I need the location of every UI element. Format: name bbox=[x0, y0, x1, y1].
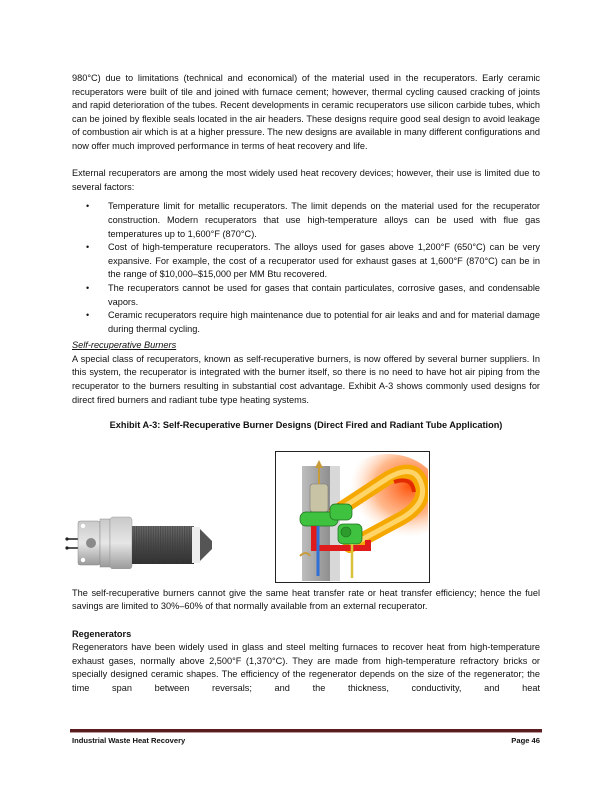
page-body bbox=[72, 72, 540, 696]
bullet-icon: • bbox=[86, 310, 90, 321]
list-item: • Ceramic recuperators require high maintenance due to potential for air leaks and and for material damage during thermal cycling. bbox=[86, 310, 540, 334]
bullet-icon: • bbox=[86, 242, 90, 253]
paragraph-regenerators: Regenerators have been widely used in glass and steel melting furnaces to recover heat from high-temperature exhaust gases, normally above 2,500°F (1,370°C). They are made from high-temperature refractory bricks or specially designed ceramic shapes. The efficiency of the regenerator depends on the size of the regenerator; the time span between reversals; and the thickness, conductivity, and heat bbox=[72, 642, 540, 693]
footer-document-title: Industrial Waste Heat Recovery bbox=[72, 736, 186, 745]
exhibit-figure bbox=[72, 435, 540, 585]
paragraph-self-recuperative: A special class of recuperators, known as self-recuperative burners, is now offered by several burner suppliers. In this system, the recuperator is integrated with the burner itself, so there is no need to have hot air piping from the recuperator to the burners resulting in substantial cost advantage. Exhibit A-3 shows commonly used designs for direct fired burners and radiant tube type heating systems. bbox=[72, 353, 540, 405]
heading-self-recuperative-burners: Self-recuperative Burners bbox=[72, 340, 177, 351]
exhibit-caption: Exhibit A-3: Self-Recuperative Burner Designs (Direct Fired and Radiant Tube Application) bbox=[109, 420, 503, 431]
paragraph-external-recuperators: External recuperators are among the most widely used heat recovery devices; however, their use is limited due to several factors: bbox=[72, 168, 540, 192]
bullet-icon: • bbox=[86, 201, 90, 212]
list-item: • The recuperators cannot be used for gases that contain particulates, corrosive gases, and condensable vapors. bbox=[86, 282, 540, 307]
paragraph-ceramic-recuperators: 980°C) due to limitations (technical and economical) of the material used in the recuperators. Early ceramic recuperators were built of tile and joined with furnace cement; however, thermal cycling caused cracking of joints and rapid deterioration of the tubes. Recent developments in ceramic recuperators use silicon carbide tubes, which can be joined by flexible seals located in the air headers. These designs require good seal design to avoid leakage of combustion air which is at a higher pressure. The new designs are available in many different configurations and now offer much improved performance in terms of heat recovery and life. bbox=[72, 73, 540, 151]
direct-fired-burner-image bbox=[64, 509, 214, 569]
paragraph-fuel-savings: The self-recuperative burners cannot give the same heat transfer rate or heat transfer efficiency; hence the fuel savings are limited to 30%–60% of that normally available from an external recuperator. bbox=[72, 587, 540, 612]
radiant-tube-illustration bbox=[276, 452, 428, 581]
list-item: • Cost of high-temperature recuperators. The alloys used for gases above 1,200°F (650°C) can be very expansive. For example, the cost of a recuperator used for exhaust gases at 1,600°F (870°C) can be in the range of $10,000–$15,000 per MM Btu recovered. bbox=[86, 242, 540, 280]
footer-page-number: Page 46 bbox=[511, 736, 540, 745]
bullet-icon: • bbox=[86, 282, 90, 293]
radiant-tube-burner-diagram bbox=[275, 451, 430, 583]
list-item: • Temperature limit for metallic recuperators. The limit depends on the material used for the recuperator construction. Modern recuperators that use high-temperature alloys can be used with flue gas temperatures up to 1,600°F (870°C). bbox=[86, 201, 540, 239]
footer-rule-shadow bbox=[70, 732, 542, 733]
heading-regenerators: Regenerators bbox=[72, 628, 132, 639]
limitation-list bbox=[72, 200, 540, 336]
